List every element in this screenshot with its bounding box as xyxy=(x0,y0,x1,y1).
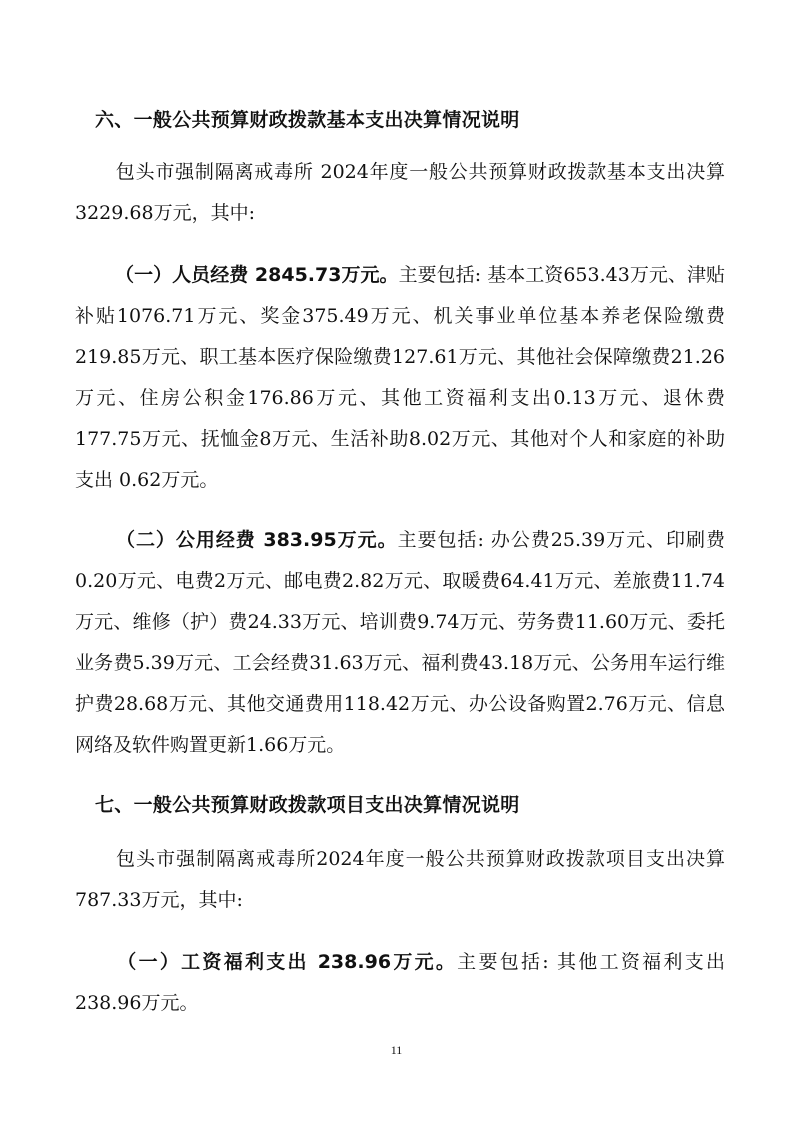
personnel-expense-label: （一）人员经费 2845.73万元。 xyxy=(115,264,399,286)
public-expense-paragraph xyxy=(75,520,725,766)
public-expense-body: 主要包括: 办公费25.39万元、印刷费0.20万元、电费2万元、邮电费2.82万元、取暖费64.41万元、差旅费11.74万元、维修（护）费24.33万元、培训费9.74万元、劳务费11.60万元、委托业务费5.39万元、工会经费31.63万元、福利费43.18万元、公务用车运行维护费28.68万元、其他交通费用118.42万元、办公设备购置2.76万元、信息网络及软件购置更新1.66万元。 xyxy=(75,529,725,756)
section-6-heading: 六、一般公共预算财政拨款基本支出决算情况说明 xyxy=(95,109,520,131)
personnel-expense-paragraph xyxy=(75,255,725,501)
section-6-intro-paragraph xyxy=(75,152,725,234)
section-7-intro-text: 包头市强制隔离戒毒所2024年度一般公共预算财政拨款项目支出决算 787.33万元，其中: xyxy=(75,848,725,911)
section-6-intro-text: 包头市强制隔离戒毒所 2024年度一般公共预算财政拨款基本支出决算 3229.68万元，其中: xyxy=(75,161,725,224)
salary-welfare-label: （一）工资福利支出 238.96万元。 xyxy=(115,951,458,973)
salary-welfare-body: 主要包括: 其他工资福利支出238.96万元。 xyxy=(75,951,725,1014)
section-7-heading: 七、一般公共预算财政拨款项目支出决算情况说明 xyxy=(95,794,520,816)
section-7-intro-paragraph xyxy=(75,839,725,921)
salary-welfare-paragraph xyxy=(75,942,725,1024)
personnel-expense-body: 主要包括: 基本工资653.43万元、津贴补贴1076.71万元、奖金375.49万元、机关事业单位基本养老保险缴费219.85万元、职工基本医疗保险缴费127.61万元、其他社会保障缴费21.26万元、住房公积金176.86万元、其他工资福利支出0.13万元、退休费177.75万元、抚恤金8万元、生活补助8.02万元、其他对个人和家庭的补助支出 0.62万元。 xyxy=(75,264,725,491)
public-expense-label: （二）公用经费 383.95万元。 xyxy=(115,529,398,551)
page-number: 11 xyxy=(390,1043,403,1057)
